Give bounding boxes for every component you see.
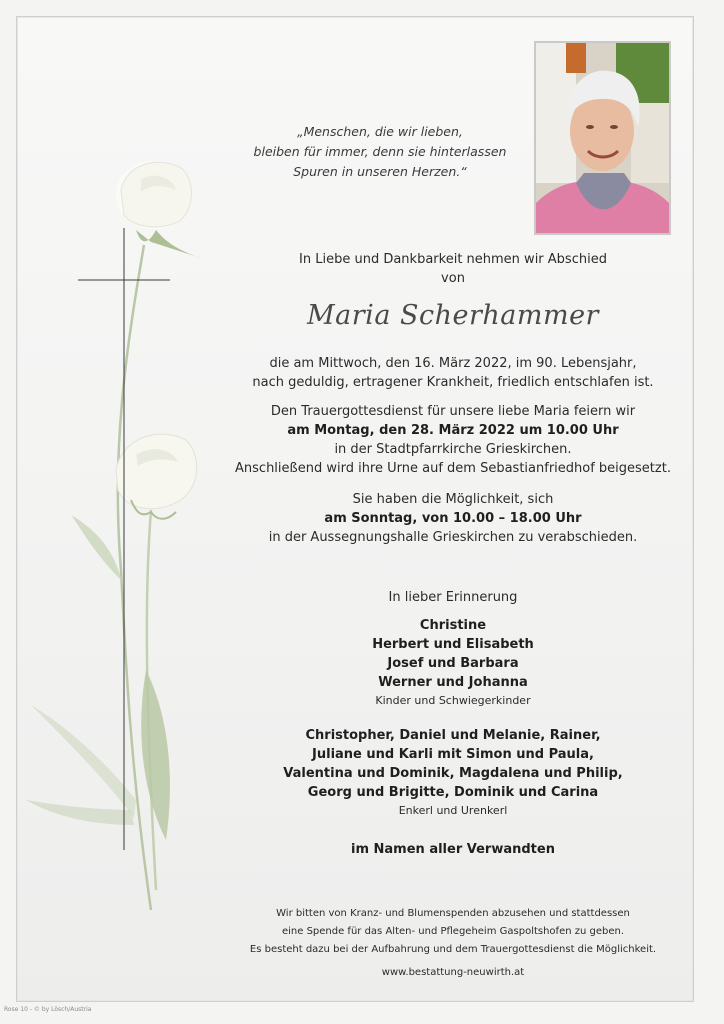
donation-line: Es besteht dazu bei der Aufbahrung und dem Trauergottesdienst die Möglichkeit. <box>249 944 657 955</box>
copyright-note: Rose 10 - © by Lösch/Austria <box>4 1006 92 1013</box>
deceased-name: Maria Scherhammer <box>307 300 599 331</box>
death-notice <box>222 354 684 392</box>
family-member: Valentina und Dominik, Magdalena und Philip, <box>283 766 623 781</box>
service-info <box>222 402 684 478</box>
portrait-illustration <box>536 43 669 233</box>
farewell-date: am Sonntag, von 10.00 – 18.00 Uhr <box>324 511 582 526</box>
farewell-info <box>222 490 684 547</box>
family-member: Juliane und Karli mit Simon und Paula, <box>312 747 594 762</box>
death-notice-line: nach geduldig, ertragener Krankheit, friedlich entschlafen ist. <box>252 375 654 390</box>
intro-line: von <box>441 271 465 286</box>
family-member: Christopher, Daniel und Melanie, Rainer, <box>305 728 601 743</box>
memory-heading: In lieber Erinnerung <box>388 590 518 605</box>
service-line: Anschließend wird ihre Urne auf dem Sebastianfriedhof beigesetzt. <box>235 461 671 476</box>
portrait-photo <box>534 41 671 235</box>
farewell-line: Sie haben die Möglichkeit, sich <box>352 492 554 507</box>
grandchildren-label: Enkerl und Urenkerl <box>398 804 508 817</box>
donation-line: eine Spende für das Alten- und Pflegeheim Gaspoltshofen zu geben. <box>281 926 625 937</box>
farewell-line: in der Aussegnungshalle Grieskirchen zu verabschieden. <box>268 530 638 545</box>
death-notice-line: die am Mittwoch, den 16. März 2022, im 90. Lebensjahr, <box>269 356 637 371</box>
children-label: Kinder und Schwiegerkinder <box>375 694 531 707</box>
family-member: Herbert und Elisabeth <box>372 637 534 652</box>
family-member: Christine <box>419 618 487 633</box>
memorial-quote <box>230 122 530 182</box>
relatives-line: im Namen aller Verwandten <box>351 842 555 857</box>
family-member: Werner und Johanna <box>378 675 528 690</box>
service-line: in der Stadtpfarrkirche Grieskirchen. <box>334 442 572 457</box>
children-list <box>222 616 684 709</box>
rose-cross-illustration <box>16 150 216 920</box>
quote-line: bleiben für immer, denn sie hinterlassen <box>253 144 507 159</box>
intro-line: In Liebe und Dankbarkeit nehmen wir Abschied <box>299 252 607 267</box>
intro-text <box>222 250 684 288</box>
donation-note <box>222 905 684 959</box>
service-line: Den Trauergottesdienst für unsere liebe Maria feiern wir <box>270 404 636 419</box>
website-link[interactable]: www.bestattung-neuwirth.at <box>381 967 525 978</box>
service-date: am Montag, den 28. März 2022 um 10.00 Uhr <box>287 423 619 438</box>
quote-line: Spuren in unseren Herzen.“ <box>293 164 467 179</box>
quote-line: „Menschen, die wir lieben, <box>297 124 463 139</box>
family-member: Georg und Brigitte, Dominik und Carina <box>307 785 599 800</box>
grandchildren-list <box>222 726 684 819</box>
donation-line: Wir bitten von Kranz- und Blumenspenden abzusehen und stattdessen <box>276 908 630 919</box>
family-member: Josef und Barbara <box>387 656 519 671</box>
